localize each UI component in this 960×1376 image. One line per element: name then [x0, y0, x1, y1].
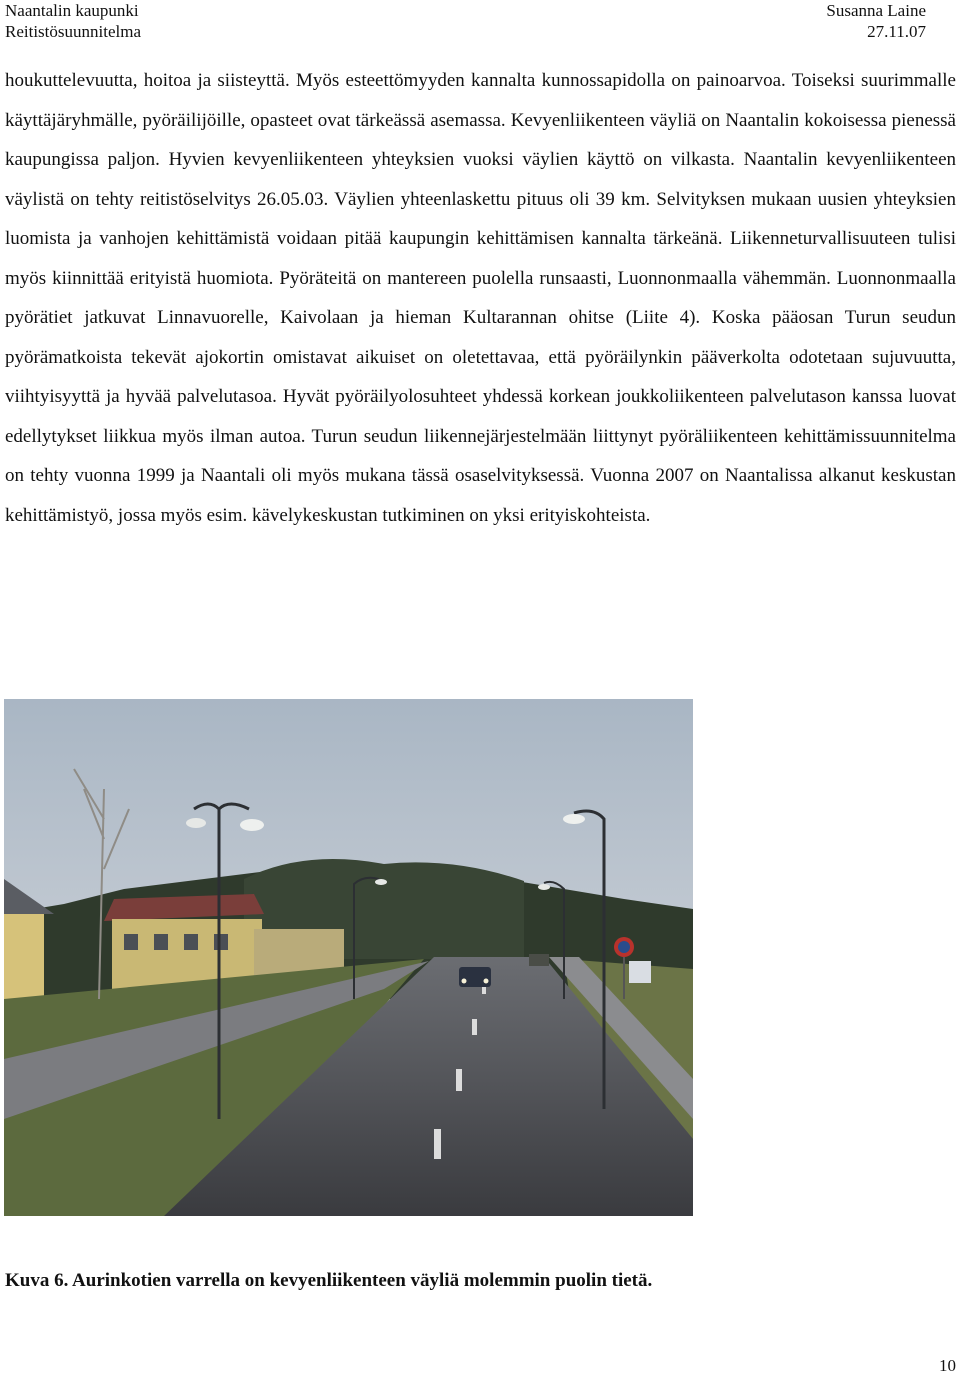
street-photo	[4, 699, 693, 1216]
header-document-title: Reitistösuunnitelma	[5, 22, 141, 41]
page-number: 10	[939, 1356, 956, 1375]
figure-caption: Kuva 6. Aurinkotien varrella on kevyenliikenteen väyliä molemmin puolin tietä.	[5, 1270, 653, 1291]
page-header	[5, 0, 926, 42]
header-author: Susanna Laine	[826, 1, 926, 20]
body-text	[5, 61, 956, 535]
body-paragraph: houkuttelevuutta, hoitoa ja siisteyttä. Myös esteettömyyden kannalta kunnossapidolla on painoarvoa. Toiseksi suurimmalle käyttäjäryhmälle, pyöräilijöille, opasteet ovat tärkeässä asemassa. Kevyenliikenteen väyliä on Naantalin kokoisessa pienessä kaupungissa paljon. Hyvien kevyenliikenteen yhteyksien vuoksi väylien käyttö on vilkasta. Naantalin kevyenliikenteen väylistä on tehty reitistöselvitys 26.05.03. Väylien yhteenlaskettu pituus oli 39 km. Selvityksen mukaan uusien yhteyksien luomista ja vanhojen kehittämistä voidaan pitää kaupungin kehittämisen kannalta tärkeänä. Liikenneturvallisuuteen tulisi myös kiinnittää erityistä huomiota. Pyöräteitä on mantereen puolella runsaasti, Luonnonmaalla vähemmän. Luonnonmaalla pyörätiet jatkuvat Linnavuorelle, Kaivolaan ja hieman Kultarannan ohitse (Liite 4). Koska pääosan Turun seudun pyörämatkoista tekevät ajokortin omistavat aikuiset on oletettavaa, että pyöräilynkin pääverkolta odotetaan sujuvuutta, viihtyisyyttä ja hyvää palvelutasoa. Hyvät pyöräilyolosuhteet yhdessä korkean joukkoliikenteen palvelutason kanssa luovat edellytykset liikkua myös ilman autoa. Turun seudun liikennejärjestelmään liittynyt pyöräliikenteen kehittämissuunnitelma on tehty vuonna 1999 ja Naantali oli myös mukana tässä osaselvityksessä. Vuonna 2007 on Naantalissa alkanut keskustan kehittämistyö, jossa myös esim. kävelykeskustan tutkiminen on yksi erityiskohteista.	[5, 70, 956, 526]
header-date: 27.11.07	[867, 22, 926, 41]
header-organization: Naantalin kaupunki	[5, 1, 139, 20]
